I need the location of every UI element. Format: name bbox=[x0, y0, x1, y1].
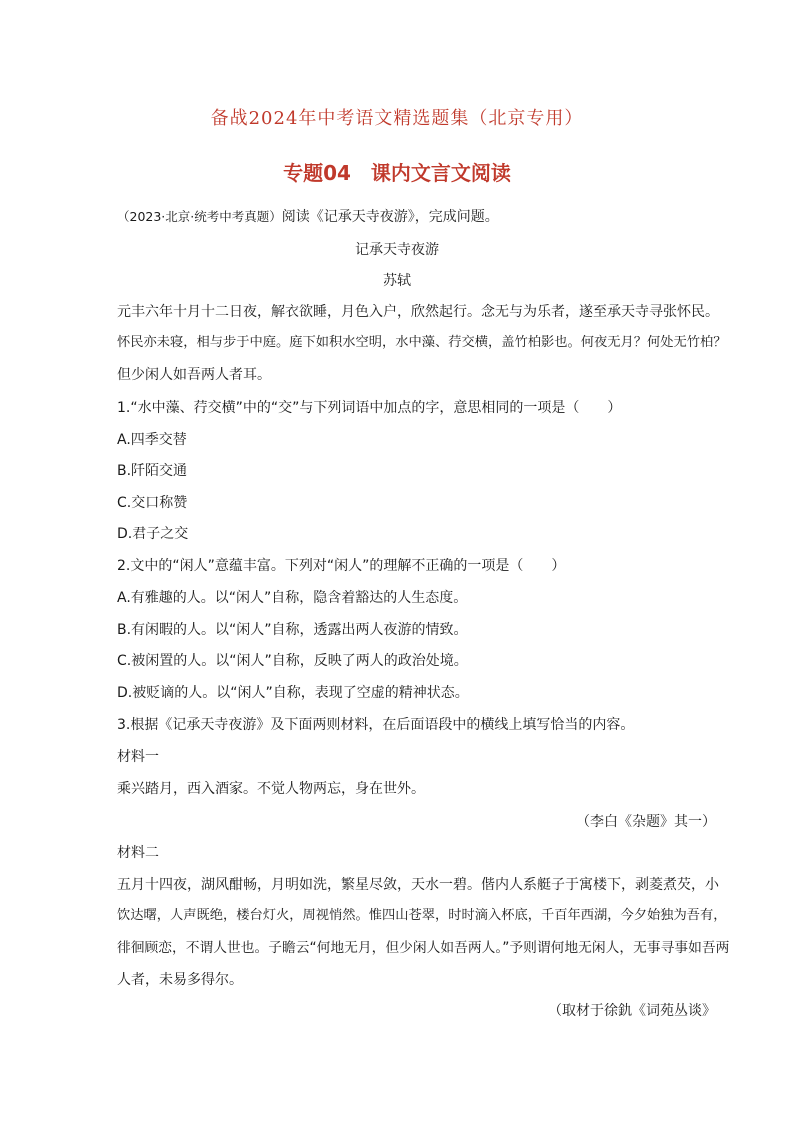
material-2-line-2: 饮达曙，人声既绝，楼台灯火，周视悄然。惟四山苍翠，时时滴入杯底，千百年西湖，今夕始独为吾有， bbox=[117, 908, 727, 923]
question-2-stem: 2.文中的“闲人”意蕴丰富。下列对“闲人”的理解不正确的一项是（ ） bbox=[117, 558, 566, 574]
passage-title: 记承天寺夜游 bbox=[355, 242, 439, 258]
topic-title: 专题04 课内文言文阅读 bbox=[283, 161, 511, 185]
question-1-option-c: C.交口称赞 bbox=[117, 495, 188, 511]
document-title: 备战2024年中考语文精选题集（北京专用） bbox=[210, 108, 584, 129]
question-2-option-d: D.被贬谪的人。以“闲人”自称，表现了空虚的精神状态。 bbox=[117, 685, 469, 701]
question-1-stem: 1.“水中藻、荇交横”中的“交”与下列词语中加点的字，意思相同的一项是（ ） bbox=[117, 400, 622, 416]
material-2-line-4: 人者，未易多得尔。 bbox=[117, 972, 243, 988]
material-2-line-1: 五月十四夜，湖风酣畅，月明如洗，繁星尽敛，天水一碧。偕内人系艇子于寓楼下，剥菱煮芡，小 bbox=[117, 877, 719, 893]
material-2-source: （取材于徐釚《词苑丛谈》 bbox=[548, 1003, 716, 1019]
question-1-option-d: D.君子之交 bbox=[117, 526, 189, 542]
passage-author: 苏轼 bbox=[383, 273, 411, 289]
material-1-text: 乘兴踏月，西入酒家。不觉人物两忘，身在世外。 bbox=[117, 781, 425, 797]
passage-line-2: 怀民亦未寝，相与步于中庭。庭下如积水空明，水中藻、荇交横，盖竹柏影也。何夜无月？何处无竹柏？ bbox=[117, 335, 727, 350]
question-1-option-b: B.阡陌交通 bbox=[117, 463, 188, 479]
intro-line bbox=[117, 207, 727, 227]
question-1-option-a: A.四季交替 bbox=[117, 432, 187, 448]
question-2-option-c: C.被闲置的人。以“闲人”自称，反映了两人的政治处境。 bbox=[117, 653, 468, 669]
material-2-line-3: 徘徊顾恋，不谓人世也。子瞻云“何地无月，但少闲人如吾两人。”予则谓何地无闲人，无事寻事如吾两 bbox=[117, 940, 730, 956]
question-3-stem: 3.根据《记承天寺夜游》及下面两则材料，在后面语段中的横线上填写恰当的内容。 bbox=[117, 717, 635, 733]
question-2-option-b: B.有闲暇的人。以“闲人”自称，透露出两人夜游的情致。 bbox=[117, 622, 468, 638]
passage-line-3: 但少闲人如吾两人者耳。 bbox=[117, 367, 271, 383]
material-2-label: 材料二 bbox=[117, 845, 159, 861]
material-1-label: 材料一 bbox=[117, 749, 159, 765]
question-source: （2023·北京·统考中考真题） bbox=[117, 209, 282, 224]
passage-line-1: 元丰六年十月十二日夜，解衣欲睡，月色入户，欣然起行。念无与为乐者，遂至承天寺寻张怀民。 bbox=[117, 304, 719, 320]
material-1-source: （李白《杂题》其一） bbox=[576, 814, 716, 830]
question-2-option-a: A.有雅趣的人。以“闲人”自称，隐含着豁达的人生态度。 bbox=[117, 590, 468, 606]
intro-instruction: 阅读《记承天寺夜游》，完成问题。 bbox=[281, 209, 499, 225]
